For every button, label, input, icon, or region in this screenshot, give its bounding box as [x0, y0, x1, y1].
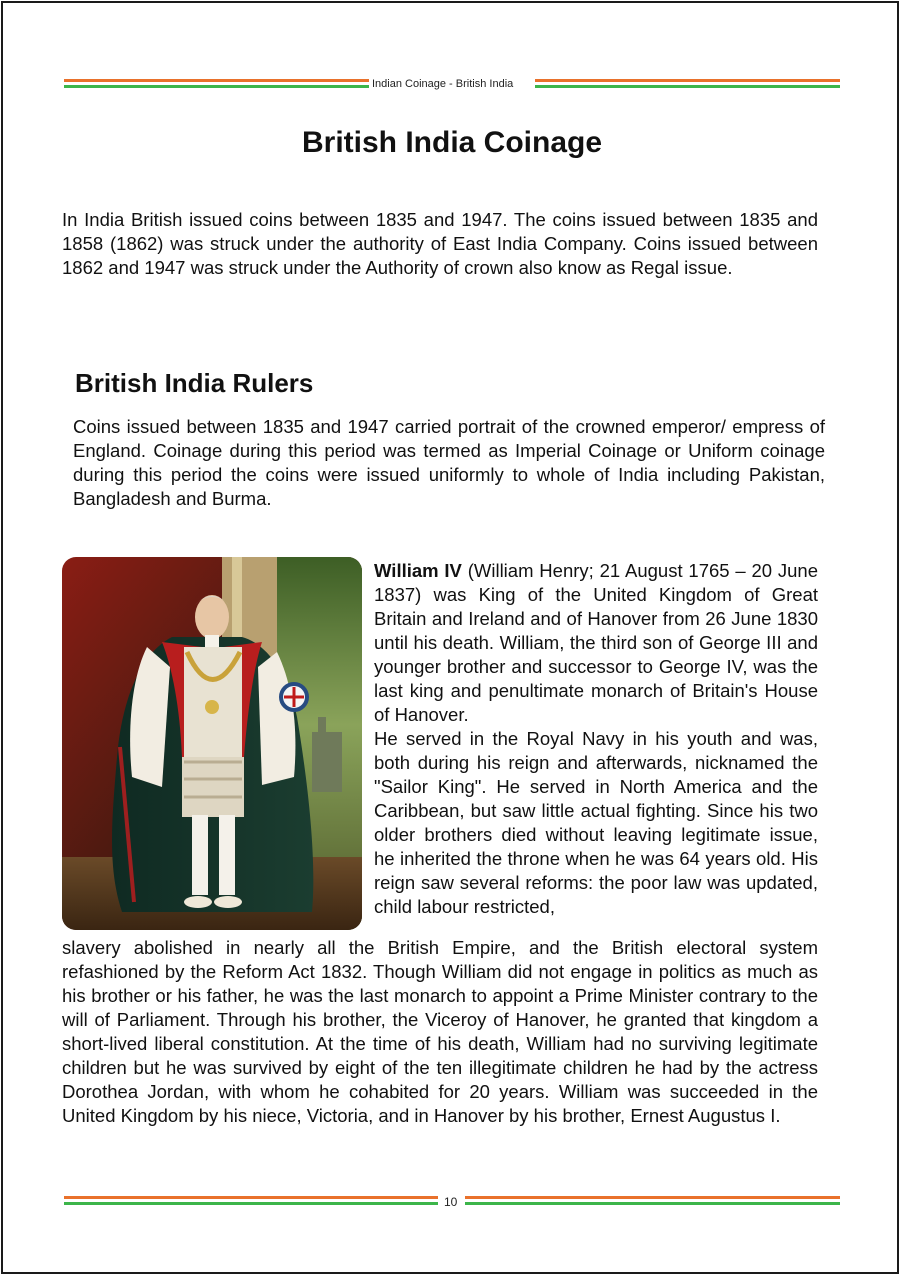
rulers-paragraph: Coins issued between 1835 and 1947 carried portrait of the crowned emperor/ empress of England. Coinage during this period was termed as Imperial Coinage or Uniform coinage during this period the coins were issued uniformly to whole of India including Pakistan, Bangladesh and Burma.	[73, 416, 825, 509]
header-rule-left	[64, 79, 369, 89]
bio-first-paragraph	[374, 559, 818, 727]
bio-second-paragraph: He served in the Royal Navy in his youth and was, both during his reign and afterwards, nicknamed the "Sailor King". He served in North America and the Caribbean, but saw little actual fighting. Since his two older brothers died without leaving legitimate issue, he inherited the throne when he was 64 years old. His reign saw several reforms: the poor law was updated, child labour restricted,	[374, 728, 818, 917]
header-rule-right	[535, 79, 840, 89]
monarch-name: William IV	[374, 560, 462, 581]
footer-rule-left	[64, 1196, 438, 1206]
running-header: Indian Coinage - British India	[372, 78, 514, 90]
bio-continuation: slavery abolished in nearly all the British Empire, and the British electoral system refashioned by the Reform Act 1832. Though William did not engage in politics as much as his brother or his father, he was the last monarch to appoint a Prime Minister contrary to the will of Parliament. Through his brother, the Viceroy of Hanover, he granted that kingdom a short-lived liberal constitution. At the time of his death, William had no surviving legitimate children but he was survived by eight of the ten illegitimate children he had by the actress Dorothea Jordan, with whom he cohabited for 20 years. William was succeeded in the United Kingdom by his niece, Victoria, and in Hanover by his brother, Ernest Augustus I.	[62, 937, 818, 1126]
footer-rule-right	[465, 1196, 840, 1206]
william-iv-bio	[374, 559, 818, 919]
section-heading: British India Rulers	[75, 368, 314, 398]
page-title: British India Coinage	[301, 126, 603, 159]
william-iv-portrait	[62, 557, 362, 930]
intro-paragraph: In India British issued coins between 1835 and 1947. The coins issued between 1835 and 1858 (1862) was struck under the authority of East India Company. Coins issued between 1862 and 1947 was struck under the Authority of crown also know as Regal issue.	[62, 209, 818, 278]
bio-p1-text: (William Henry; 21 August 1765 – 20 June 1837) was King of the United Kingdom of Great Britain and Ireland and of Hanover from 26 June 1830 until his death. William, the third son of George III and younger brother and successor to George IV, was the last king and penultimate monarch of Britain's House of Hanover.	[374, 560, 818, 725]
page-number: 10	[444, 1195, 458, 1209]
